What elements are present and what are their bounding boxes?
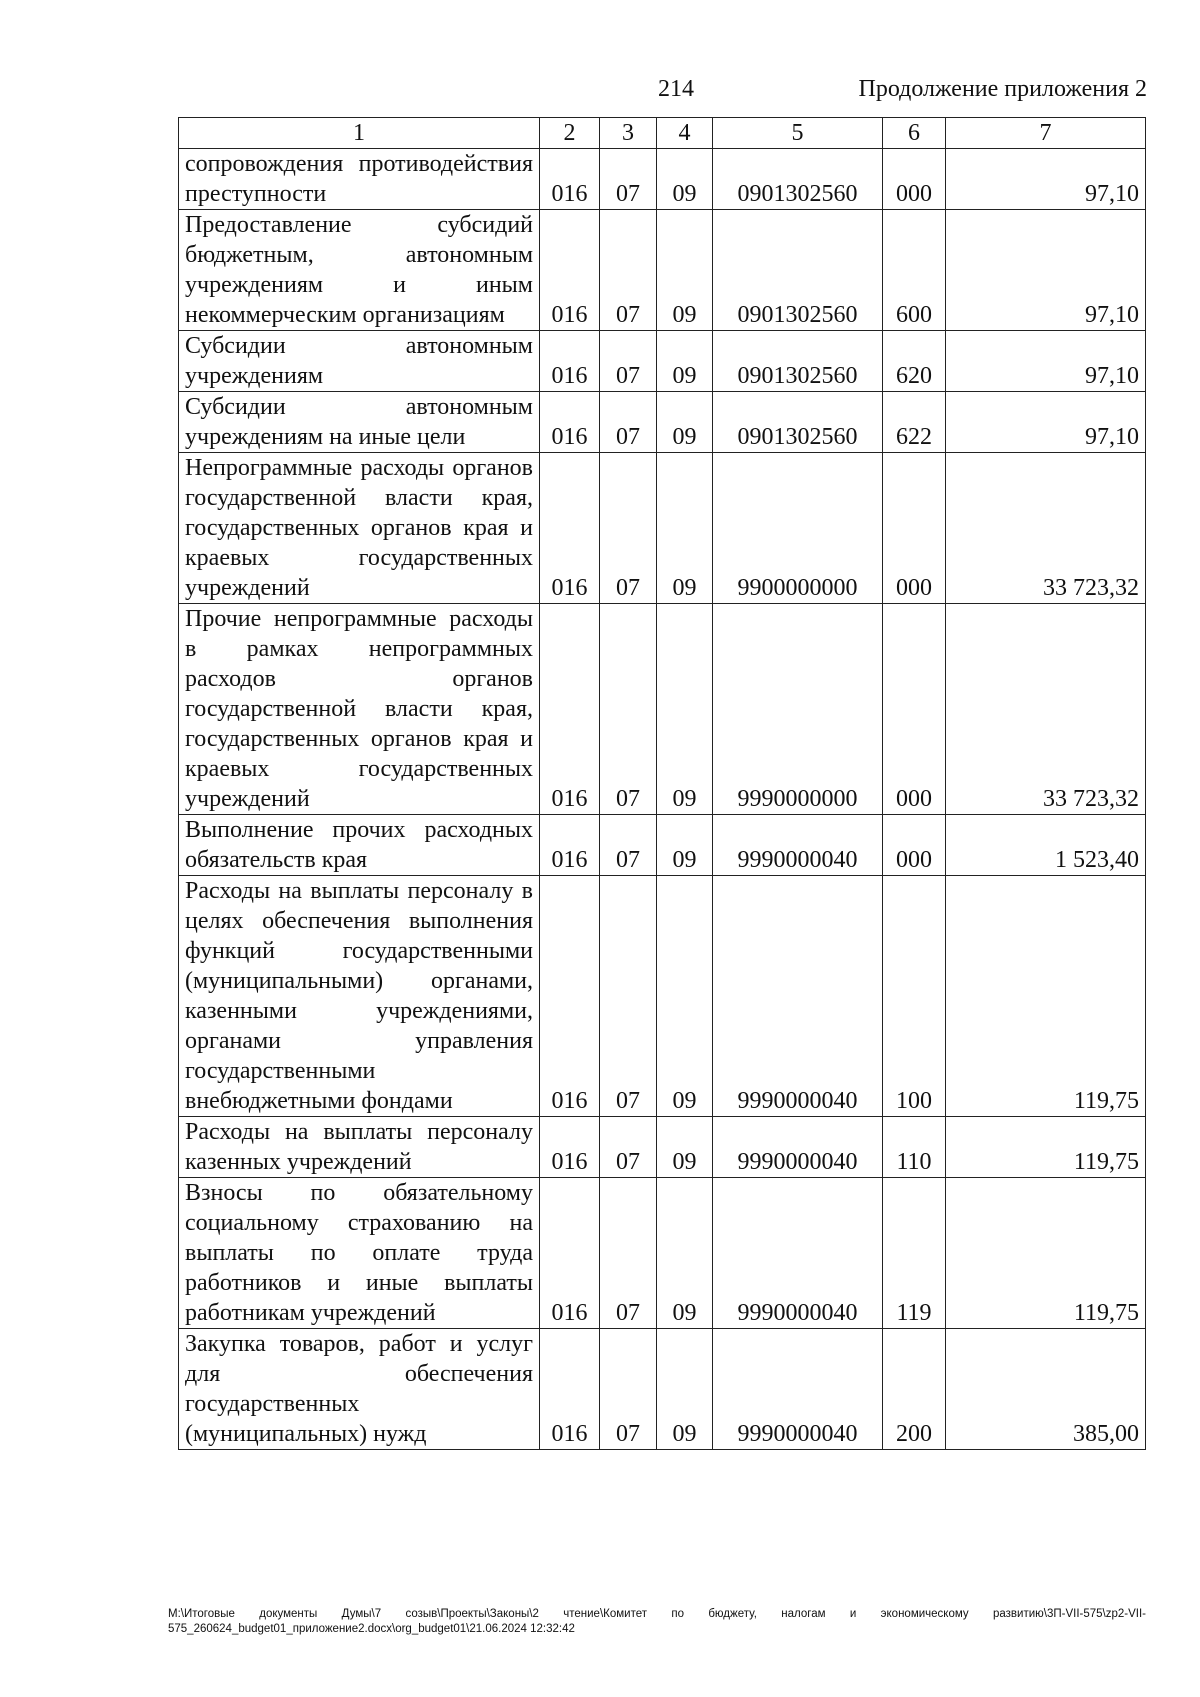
table-row bbox=[179, 1117, 1146, 1178]
cell-col-6: 000 bbox=[883, 815, 946, 876]
table-row bbox=[179, 876, 1146, 1117]
column-header: 4 bbox=[657, 118, 713, 149]
cell-col-5: 9990000040 bbox=[713, 1178, 883, 1329]
table-row bbox=[179, 210, 1146, 331]
cell-col-5: 0901302560 bbox=[713, 392, 883, 453]
table-row bbox=[179, 453, 1146, 604]
cell-col-2: 016 bbox=[540, 392, 600, 453]
table-row bbox=[179, 815, 1146, 876]
cell-col-2: 016 bbox=[540, 331, 600, 392]
table-row bbox=[179, 1178, 1146, 1329]
cell-col-2: 016 bbox=[540, 149, 600, 210]
cell-col-3: 07 bbox=[600, 1329, 657, 1450]
continuation-title: Продолжение приложения 2 bbox=[858, 76, 1147, 102]
cell-description: Непрограммные расходы органов государственной власти края, государственных органов края и краевых государственных учреждений bbox=[179, 453, 540, 604]
cell-col-5: 9990000040 bbox=[713, 876, 883, 1117]
cell-col-3: 07 bbox=[600, 453, 657, 604]
cell-col-6: 620 bbox=[883, 331, 946, 392]
cell-col-6: 000 bbox=[883, 604, 946, 815]
table-body bbox=[179, 118, 1146, 1450]
cell-amount: 119,75 bbox=[946, 1117, 1146, 1178]
cell-col-3: 07 bbox=[600, 210, 657, 331]
column-header: 6 bbox=[883, 118, 946, 149]
cell-col-4: 09 bbox=[657, 149, 713, 210]
cell-col-3: 07 bbox=[600, 331, 657, 392]
table-row bbox=[179, 392, 1146, 453]
column-header: 3 bbox=[600, 118, 657, 149]
cell-col-3: 07 bbox=[600, 815, 657, 876]
cell-description: Расходы на выплаты персоналу в целях обеспечения выполнения функций государственными (муниципальными) органами, казенными учреждениями, органами управления государственными внебюджетными фондами bbox=[179, 876, 540, 1117]
cell-col-5: 0901302560 bbox=[713, 149, 883, 210]
cell-description: Субсидии автономным учреждениям bbox=[179, 331, 540, 392]
cell-col-5: 9990000040 bbox=[713, 815, 883, 876]
budget-table bbox=[178, 117, 1146, 1450]
cell-col-4: 09 bbox=[657, 210, 713, 331]
cell-col-2: 016 bbox=[540, 1117, 600, 1178]
cell-col-2: 016 bbox=[540, 815, 600, 876]
cell-col-4: 09 bbox=[657, 331, 713, 392]
table-header-row bbox=[179, 118, 1146, 149]
cell-col-4: 09 bbox=[657, 604, 713, 815]
cell-col-4: 09 bbox=[657, 1117, 713, 1178]
cell-col-5: 9990000040 bbox=[713, 1117, 883, 1178]
column-header: 2 bbox=[540, 118, 600, 149]
cell-col-3: 07 bbox=[600, 604, 657, 815]
column-header: 1 bbox=[179, 118, 540, 149]
cell-col-5: 0901302560 bbox=[713, 331, 883, 392]
cell-col-5: 0901302560 bbox=[713, 210, 883, 331]
cell-description: Субсидии автономным учреждениям на иные цели bbox=[179, 392, 540, 453]
cell-col-6: 110 bbox=[883, 1117, 946, 1178]
cell-col-3: 07 bbox=[600, 392, 657, 453]
cell-amount: 97,10 bbox=[946, 210, 1146, 331]
cell-col-6: 600 bbox=[883, 210, 946, 331]
cell-col-2: 016 bbox=[540, 1329, 600, 1450]
cell-description: Прочие непрограммные расходы в рамках непрограммных расходов органов государственной власти края, государственных органов края и краевых государственных учреждений bbox=[179, 604, 540, 815]
cell-col-3: 07 bbox=[600, 149, 657, 210]
table-row bbox=[179, 331, 1146, 392]
cell-description: Предоставление субсидий бюджетным, автономным учреждениям и иным некоммерческим организациям bbox=[179, 210, 540, 331]
cell-amount: 385,00 bbox=[946, 1329, 1146, 1450]
table-row bbox=[179, 149, 1146, 210]
cell-col-6: 000 bbox=[883, 149, 946, 210]
cell-amount: 119,75 bbox=[946, 1178, 1146, 1329]
cell-amount: 119,75 bbox=[946, 876, 1146, 1117]
cell-col-6: 000 bbox=[883, 453, 946, 604]
cell-col-4: 09 bbox=[657, 1178, 713, 1329]
cell-description: Расходы на выплаты персоналу казенных учреждений bbox=[179, 1117, 540, 1178]
cell-col-2: 016 bbox=[540, 604, 600, 815]
cell-col-3: 07 bbox=[600, 876, 657, 1117]
cell-col-4: 09 bbox=[657, 1329, 713, 1450]
cell-col-4: 09 bbox=[657, 815, 713, 876]
cell-col-2: 016 bbox=[540, 1178, 600, 1329]
cell-col-5: 9990000000 bbox=[713, 604, 883, 815]
document-footer-path: M:\Итоговые документы Думы\7 созыв\Проекты\Законы\2 чтение\Комитет по бюджету, налогам и экономическому развитию\3П-VII-575\zp2-VII-575_260624_budget01_приложение2.docx\org_budget01\21.06.2024 12:32:42 bbox=[168, 1608, 1146, 1635]
cell-amount: 33 723,32 bbox=[946, 604, 1146, 815]
cell-amount: 33 723,32 bbox=[946, 453, 1146, 604]
table-row bbox=[179, 1329, 1146, 1450]
cell-amount: 97,10 bbox=[946, 331, 1146, 392]
cell-col-6: 622 bbox=[883, 392, 946, 453]
cell-description: Выполнение прочих расходных обязательств края bbox=[179, 815, 540, 876]
table-row bbox=[179, 604, 1146, 815]
cell-col-4: 09 bbox=[657, 876, 713, 1117]
cell-col-2: 016 bbox=[540, 210, 600, 331]
cell-col-3: 07 bbox=[600, 1178, 657, 1329]
cell-amount: 1 523,40 bbox=[946, 815, 1146, 876]
column-header: 7 bbox=[946, 118, 1146, 149]
cell-description: Закупка товаров, работ и услуг для обеспечения государственных (муниципальных) нужд bbox=[179, 1329, 540, 1450]
cell-col-5: 9990000040 bbox=[713, 1329, 883, 1450]
cell-col-2: 016 bbox=[540, 453, 600, 604]
cell-description: сопровождения противодействия преступности bbox=[179, 149, 540, 210]
cell-col-2: 016 bbox=[540, 876, 600, 1117]
page-number: 214 bbox=[658, 76, 694, 102]
cell-amount: 97,10 bbox=[946, 149, 1146, 210]
cell-col-5: 9900000000 bbox=[713, 453, 883, 604]
cell-description: Взносы по обязательному социальному страхованию на выплаты по оплате труда работников и иные выплаты работникам учреждений bbox=[179, 1178, 540, 1329]
cell-amount: 97,10 bbox=[946, 392, 1146, 453]
cell-col-6: 100 bbox=[883, 876, 946, 1117]
cell-col-3: 07 bbox=[600, 1117, 657, 1178]
column-header: 5 bbox=[713, 118, 883, 149]
cell-col-6: 119 bbox=[883, 1178, 946, 1329]
cell-col-6: 200 bbox=[883, 1329, 946, 1450]
cell-col-4: 09 bbox=[657, 392, 713, 453]
cell-col-4: 09 bbox=[657, 453, 713, 604]
